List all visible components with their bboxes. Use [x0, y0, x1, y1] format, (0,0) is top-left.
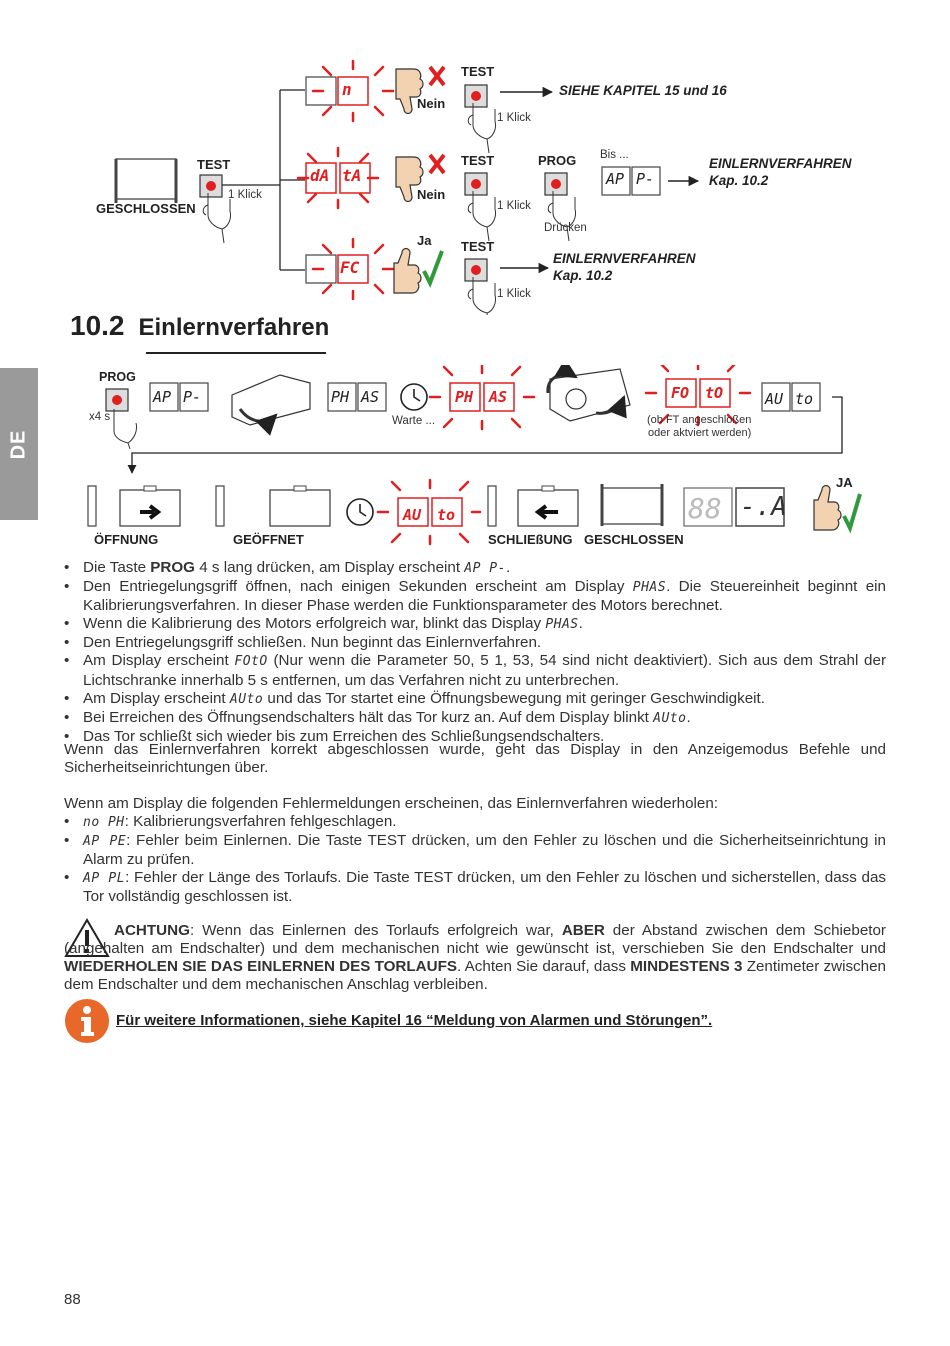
- bullet-code: FOtO: [234, 654, 268, 670]
- display-bottom-88: 88: [688, 492, 722, 525]
- label-prog-mid: PROG: [99, 370, 136, 384]
- label-geschlossen-bottom: GESCHLOSSEN: [584, 532, 684, 547]
- bullet-dot: •: [64, 708, 70, 726]
- section-underline: [146, 352, 326, 354]
- error-code: no PH: [83, 815, 125, 830]
- bullet-post: und das Tor startet eine Öffnungsbewegung mit geringer Geschwindigkeit.: [263, 689, 765, 707]
- warning-t3: . Achten Sie darauf, dass: [457, 958, 631, 976]
- bullet-pre: Den Entriegelungsgriff öffnen, nach einigen Sekunden erscheint am Display: [83, 578, 633, 596]
- bullet-dot: •: [64, 652, 70, 670]
- error-code: AP PE: [83, 834, 127, 850]
- display-mid-ph: PH: [331, 388, 350, 406]
- page-number: 88: [64, 1291, 81, 1308]
- bullet-pre: Am Display erscheint: [83, 689, 230, 707]
- label-ft-note-2: oder aktviert werden): [648, 427, 752, 439]
- test-button-icon: [465, 259, 487, 281]
- gate-closed-icon: [602, 484, 662, 526]
- warning-t1: : Wenn das Einlernen des Torlaufs erfolgreich war,: [189, 922, 562, 939]
- error-list: [64, 813, 886, 906]
- display-mid-p: P-: [183, 388, 202, 406]
- warning-paragraph: [64, 922, 886, 994]
- error-text: : Kalibrierungsverfahren fehlgeschlagen.: [124, 813, 397, 830]
- label-klick-1: 1 Klick: [497, 112, 531, 124]
- label-warte: Warte ...: [392, 415, 436, 427]
- display-ta-text: tA: [342, 166, 362, 185]
- language-tab-label: DE: [7, 429, 30, 459]
- label-kap-2: Kap. 10.2: [553, 268, 613, 283]
- warning-t2: der Abstand zwischen dem Schiebetor (angehalten am Endschalter) und dem mechanischen nicht wie gewünscht ist, verschieben Sie den Endschalter und: [64, 922, 886, 958]
- display-p-text: P-: [636, 170, 655, 188]
- label-oeffnung: ÖFFNUNG: [94, 532, 159, 547]
- gate-closed-icon: [116, 159, 176, 203]
- clock-icon: [347, 499, 373, 525]
- bullet-code: AP P-: [464, 561, 506, 576]
- release-handle-open-icon: [232, 375, 310, 425]
- display-mid-ap: AP: [153, 388, 172, 406]
- bullet-post: .: [578, 615, 583, 633]
- list-item: [64, 634, 886, 652]
- thumb-up-icon: [394, 249, 421, 294]
- display-mid-fo: FO: [671, 384, 690, 402]
- bullet-code: AUto: [229, 691, 264, 707]
- bullet-pre: Den Entriegelungsgriff schließen. Nun beginnt das Einlernverfahren.: [83, 634, 542, 652]
- bullet-post: (Nur wenn die Parameter 50, 5 1, 53, 54 sind nicht deaktiviert). Sich aus dem Strahl der Lichtschranke innerhalb 5 s entfernen, um das Verfahren nicht zu unterbrechen.: [83, 652, 887, 689]
- display-bottom-to: to: [437, 506, 456, 524]
- label-test-1: TEST: [461, 64, 495, 79]
- list-item: [64, 615, 886, 634]
- display-n-text: n: [342, 80, 352, 99]
- bullet-dot: •: [64, 615, 70, 633]
- bullet-dot: •: [64, 559, 70, 576]
- label-prog: PROG: [538, 153, 577, 168]
- bullet-dot: •: [64, 727, 70, 745]
- steps-list: [64, 559, 886, 746]
- display-mid-to: tO: [705, 384, 724, 402]
- error-code: AP PL: [83, 871, 126, 887]
- label-klick-2: 1 Klick: [497, 200, 531, 212]
- error-item: [64, 813, 886, 832]
- label-siehe: SIEHE KAPITEL 15 und 16: [559, 83, 727, 98]
- section-title: Einlernverfahren: [138, 314, 330, 341]
- display-fc-text: FC: [340, 258, 360, 277]
- bullet-pre: Das Tor schließt sich wieder bis zum Erreichen des Schließungsendschalters.: [83, 727, 605, 745]
- error-item: [64, 869, 886, 906]
- bullet-mid: 4 s lang drücken, am Display erscheint: [195, 559, 465, 576]
- display-da-text: dA: [310, 166, 330, 185]
- label-nein-1: Nein: [417, 96, 446, 111]
- label-bis: Bis ...: [600, 149, 629, 161]
- label-einlern-2: EINLERNVERFAHREN: [553, 251, 696, 266]
- display-mid-ph-red: PH: [455, 388, 474, 406]
- list-item: [64, 690, 886, 709]
- warning-b3: WIEDERHOLEN SIE DAS EINLERNEN DES TORLAUFS: [64, 958, 458, 976]
- label-geoeffnet: GEÖFFNET: [233, 532, 304, 547]
- list-item: [64, 709, 886, 728]
- list-item: [64, 578, 886, 615]
- display-bottom-au: AU: [403, 506, 422, 524]
- error-intro: Wenn am Display die folgenden Fehlermeldungen erscheinen, das Einlernverfahren wiederholen:: [64, 795, 719, 812]
- bullet-post: .: [686, 708, 691, 726]
- label-test-3: TEST: [461, 239, 495, 254]
- bullet-dot: •: [64, 832, 70, 850]
- display-mid-as: AS: [361, 388, 380, 406]
- label-einlern-1: EINLERNVERFAHREN: [709, 156, 852, 171]
- display-mid-au: AU: [765, 390, 784, 408]
- test-button-icon: [465, 85, 487, 107]
- bullet-dot: •: [64, 634, 70, 652]
- bullet-dot: •: [64, 813, 70, 830]
- section-number: 10.2: [70, 310, 125, 341]
- bullet-pre: Wenn die Kalibrierung des Motors erfolgreich war, blinkt das Display: [83, 615, 546, 633]
- gate-closing-icon: [518, 486, 578, 526]
- language-tab: [0, 368, 38, 520]
- info-link[interactable]: Für weitere Informationen, siehe Kapitel 16 “Meldung von Alarmen und Störungen”.: [116, 1012, 713, 1029]
- warning-b1: ACHTUNG: [114, 922, 190, 939]
- label-schliessung: SCHLIEßUNG: [488, 532, 573, 547]
- label-kap-1: Kap. 10.2: [709, 173, 769, 188]
- bullet-post: . Die Steuereinheit beginnt ein Kalibrierungsverfahren. In dieser Phase werden die Funktionsparameter des Motors berechnet.: [83, 578, 887, 615]
- display-mid-as-red: AS: [489, 388, 508, 406]
- info-icon: [64, 998, 110, 1044]
- bullet-pre: Die Taste: [83, 559, 151, 576]
- label-x4: x4 s: [89, 411, 111, 423]
- label-druecken: Drücken: [544, 222, 587, 234]
- error-text: : Fehler der Länge des Torlaufs. Die Taste TEST drücken, um den Fehler zu löschen und sicherstellen, dass das Tor vollständig geschlossen ist.: [83, 869, 886, 906]
- display-bottom-fa: -.A: [740, 492, 787, 522]
- clock-icon: [401, 384, 427, 410]
- section-heading: [70, 310, 329, 342]
- bullet-post: .: [505, 559, 511, 576]
- bullet-code: PHAS: [545, 617, 579, 633]
- warning-t4: Zentimeter zwischen dem Endschalter und dem mechanischen Anschlag verbleiben.: [64, 958, 886, 994]
- label-ja-bottom: JA: [836, 475, 853, 490]
- bullet-dot: •: [64, 689, 70, 707]
- prog-button-icon: [545, 173, 567, 195]
- label-test: TEST: [197, 157, 231, 172]
- display-phas-flashing-icon: [430, 365, 534, 429]
- label-nein-2: Nein: [417, 187, 446, 202]
- list-item: [64, 559, 886, 578]
- test-button-icon: [200, 175, 222, 197]
- release-handle-close-icon: [548, 369, 630, 421]
- thumb-up-icon: [814, 486, 841, 531]
- label-klick: 1 Klick: [228, 189, 262, 201]
- error-text: : Fehler beim Einlernen. Die Taste TEST drücken, um den Fehler zu löschen und die Sicherheitseinrichtung in Alarm zu prüfen.: [83, 832, 886, 869]
- bullet-code: AUto: [653, 710, 687, 726]
- label-test-2: TEST: [461, 153, 495, 168]
- display-mid-to2: to: [795, 390, 814, 408]
- display-auto-flashing-icon: [378, 480, 480, 544]
- display-ap-text: AP: [606, 170, 625, 188]
- warning-b4: MINDESTENS 3: [630, 958, 743, 976]
- label-ja: Ja: [417, 233, 432, 248]
- bullet-pre: Bei Erreichen des Öffnungsendschalters hält das Tor kurz an. Auf dem Display blinkt: [83, 708, 654, 726]
- list-item: [64, 652, 886, 689]
- error-item: [64, 832, 886, 869]
- bullet-dot: •: [64, 869, 70, 887]
- bullet-pre: Am Display erscheint: [83, 652, 235, 670]
- test-button-icon: [465, 173, 487, 195]
- gate-opened-icon: [270, 486, 330, 526]
- label-geschlossen: GESCHLOSSEN: [96, 201, 196, 216]
- result-paragraph: Wenn das Einlernverfahren korrekt abgeschlossen wurde, geht das Display in den Anzeigemodus Befehle und Sicherheitseinrichtungen über.: [64, 741, 886, 777]
- bullet-code: PHAS: [632, 580, 667, 596]
- gate-opening-icon: [120, 486, 180, 526]
- warning-b2: ABER: [561, 922, 605, 939]
- bullet-dot: •: [64, 578, 70, 596]
- bullet-bold: PROG: [150, 559, 195, 576]
- label-klick-3: 1 Klick: [497, 288, 531, 300]
- label-ft-note-1: (ob FT angeschloßen: [647, 414, 752, 426]
